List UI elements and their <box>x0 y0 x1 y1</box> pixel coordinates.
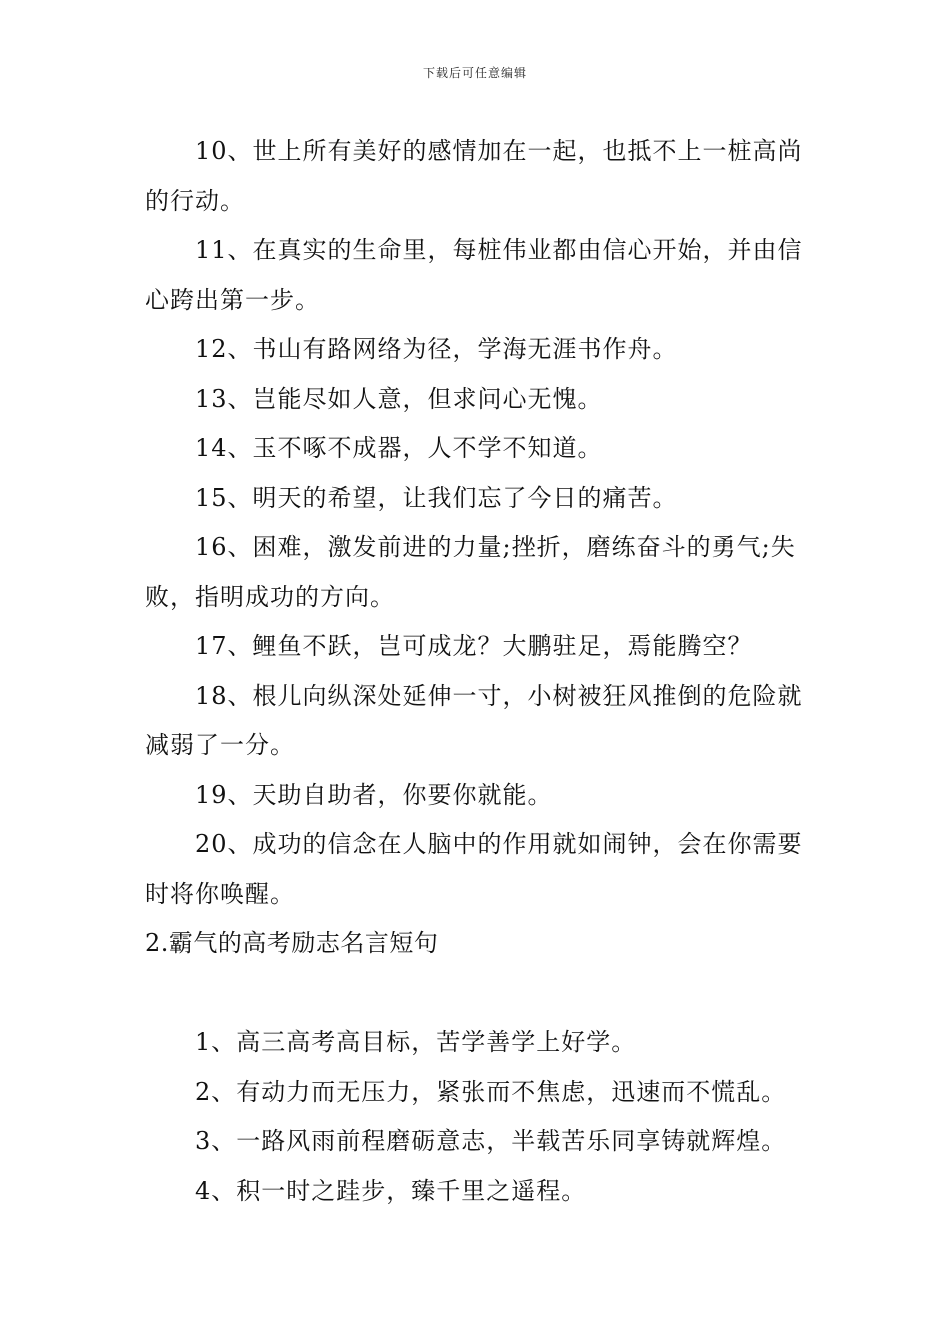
quote-16: 16、困难，激发前进的力量;挫折，磨练奋斗的勇气;失败，指明成功的方向。 <box>145 533 796 611</box>
exam-quote-2: 2、有动力而无压力，紧张而不焦虑，迅速而不慌乱。 <box>195 1077 787 1106</box>
quote-19: 19、天助自助者，你要你就能。 <box>195 780 553 809</box>
quote-15: 15、明天的希望，让我们忘了今日的痛苦。 <box>195 483 678 512</box>
quote-18: 18、根儿向纵深处延伸一寸，小树被狂风推倒的危险就减弱了一分。 <box>145 681 803 759</box>
quote-20: 20、成功的信念在人脑中的作用就如闹钟，会在你需要时将你唤醒。 <box>145 830 803 908</box>
quote-13: 13、岂能尽如人意，但求问心无愧。 <box>195 384 603 413</box>
document-body <box>145 127 810 1216</box>
quote-17: 17、鲤鱼不跃，岂可成龙？大鹏驻足，焉能腾空？ <box>195 632 753 660</box>
header-note: 下载后可任意编辑 <box>422 66 527 80</box>
exam-quote-3: 3、一路风雨前程磨砺意志，半载苦乐同享铸就辉煌。 <box>195 1127 787 1155</box>
quote-11: 11、在真实的生命里，每桩伟业都由信心开始，并由信心跨出第一步。 <box>145 236 803 314</box>
exam-quote-1: 1、高三高考高目标，苦学善学上好学。 <box>195 1028 637 1056</box>
exam-quote-4: 4、积一时之跬步，臻千里之遥程。 <box>195 1176 587 1205</box>
quote-10: 10、世上所有美好的感情加在一起，也抵不上一桩高尚的行动。 <box>145 137 803 215</box>
section-heading: 2.霸气的高考励志名言短句 <box>145 929 439 957</box>
quote-12: 12、书山有路网络为径，学海无涯书作舟。 <box>195 335 678 363</box>
quote-14: 14、玉不啄不成器，人不学不知道。 <box>195 434 603 462</box>
